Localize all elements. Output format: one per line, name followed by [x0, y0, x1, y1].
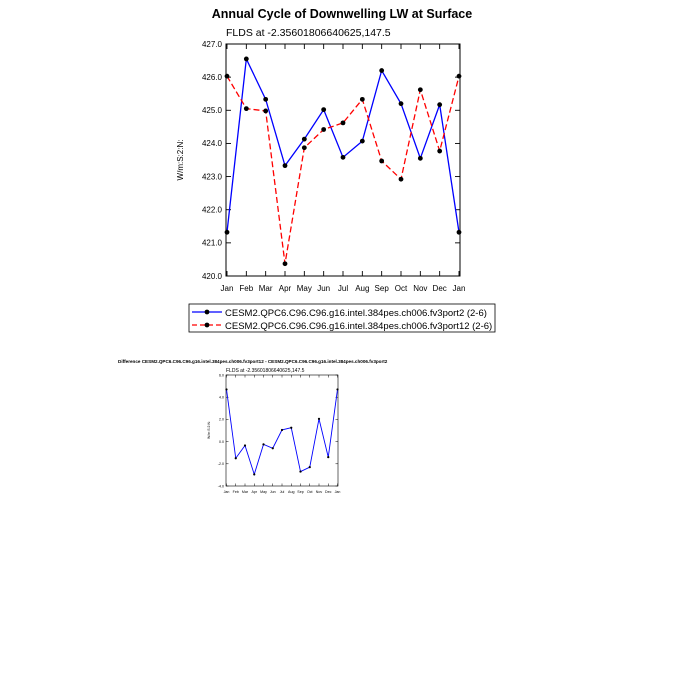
series-2-point: [244, 106, 249, 111]
series-line-1: [227, 389, 338, 474]
x-tick-label: Jul: [279, 490, 285, 494]
y-tick-label: 424.0: [201, 139, 222, 149]
series-1-point: [336, 388, 338, 390]
series-2-point: [418, 87, 423, 92]
x-tick-label: Oct: [306, 490, 313, 494]
difference-chart-title: Difference CESM2.QPC6.C96.C96.g16.intel.384pes.ch006.fv3port12 - CESM2.QPC6.C96.C96.g16.intel.384pes.ch006.fv3port2: [118, 359, 388, 364]
series-1-point: [309, 466, 311, 468]
x-tick-label: May: [260, 490, 267, 494]
x-tick-label: Dec: [432, 284, 447, 293]
x-tick-label: Jan: [223, 490, 230, 494]
series-1-point: [321, 107, 326, 112]
series-1-point: [283, 163, 288, 168]
series-1-point: [263, 97, 268, 102]
x-tick-label: Nov: [413, 284, 428, 293]
series-2-point: [360, 97, 365, 102]
x-tick-label: May: [296, 284, 312, 293]
y-tick-label: 4.0: [219, 395, 224, 400]
y-tick-label: -4.0: [217, 484, 224, 489]
series-1-point: [437, 102, 442, 107]
series-2-point: [341, 120, 346, 125]
series-2-point: [379, 159, 384, 164]
x-tick-label: Jan: [220, 284, 234, 293]
x-tick-label: Oct: [394, 284, 408, 293]
series-1-point: [327, 456, 329, 458]
x-tick-label: Aug: [288, 490, 295, 494]
y-tick-label: 423.0: [201, 172, 222, 182]
x-tick-label: Sep: [297, 490, 304, 494]
series-1-point: [290, 427, 292, 429]
series-1-point: [399, 101, 404, 106]
x-tick-label: Jun: [269, 490, 276, 494]
difference-chart-subtitle: FLDS at -2.35601806640625,147.5: [226, 368, 305, 374]
series-2-point: [437, 149, 442, 154]
x-tick-label: Nov: [315, 490, 323, 494]
series-2-point: [457, 74, 462, 79]
y-tick-label: 422.0: [201, 205, 222, 215]
x-tick-label: Jan: [334, 490, 341, 494]
x-tick-label: Dec: [325, 490, 332, 494]
y-tick-label: 0.0: [219, 439, 224, 444]
series-2-point: [321, 127, 326, 132]
series-1-point: [379, 68, 384, 73]
series-1-point: [272, 447, 274, 449]
series-1-point: [360, 139, 365, 144]
y-tick-label: 6.0: [219, 373, 224, 378]
series-1-point: [418, 156, 423, 161]
legend-entry-1: [192, 308, 487, 319]
series-1-point: [318, 418, 320, 420]
y-tick-label: 420.0: [201, 271, 222, 281]
legend-entry-2: [192, 321, 492, 332]
series-2-point: [225, 74, 230, 79]
x-tick-label: Apr: [251, 490, 258, 494]
legend-marker-2: [205, 323, 210, 328]
y-tick-label: -2.0: [217, 462, 224, 467]
y-tick-label: 2.0: [219, 417, 224, 422]
series-1-point: [262, 443, 264, 445]
x-tick-label: Mar: [258, 284, 273, 293]
main-chart-plot-frame: [226, 44, 460, 276]
series-1-point: [244, 444, 246, 446]
legend-label-2: CESM2.QPC6.C96.C96.g16.intel.384pes.ch006.fv3port12 (2-6): [225, 321, 493, 332]
main-chart-ylabel: W/m:S:2:N:: [176, 139, 185, 181]
series-1-point: [341, 155, 346, 160]
x-tick-label: Sep: [374, 284, 389, 293]
y-tick-label: 421.0: [201, 238, 222, 248]
series-1-point: [244, 57, 249, 62]
series-1-point: [281, 429, 283, 431]
series-2-point: [263, 109, 268, 114]
difference-chart-ylabel: W/m:S:2:N:: [207, 421, 211, 439]
main-chart-legend: [189, 304, 495, 332]
legend-label-1: CESM2.QPC6.C96.C96.g16.intel.384pes.ch006.fv3port2 (2-6): [225, 308, 487, 319]
x-tick-label: Feb: [239, 284, 254, 293]
main-chart-subtitle: FLDS at -2.35601806640625,147.5: [226, 27, 391, 39]
x-tick-label: Jul: [337, 284, 349, 293]
y-tick-label: 427.0: [201, 39, 222, 49]
series-1-point: [253, 473, 255, 475]
x-tick-label: Feb: [232, 490, 239, 494]
series-2-point: [399, 177, 404, 182]
series-line-2: [227, 76, 459, 264]
series-1-point: [457, 230, 462, 235]
x-tick-label: Mar: [241, 490, 249, 494]
main-chart-title: Annual Cycle of Downwelling LW at Surface: [211, 7, 473, 21]
main-chart: [176, 7, 495, 332]
difference-chart: [118, 359, 388, 494]
series-2-point: [302, 145, 307, 150]
x-tick-label: Apr: [278, 284, 292, 293]
x-tick-label: Jan: [452, 284, 466, 293]
series-1-point: [225, 388, 227, 390]
series-2-point: [283, 261, 288, 266]
series-1-point: [302, 137, 307, 142]
x-tick-label: Jun: [317, 284, 331, 293]
y-tick-label: 426.0: [201, 72, 222, 82]
legend-marker-1: [205, 310, 210, 315]
x-tick-label: Aug: [355, 284, 370, 293]
series-1-point: [299, 470, 301, 472]
y-tick-label: 425.0: [201, 106, 222, 116]
series-1-point: [235, 457, 237, 459]
series-1-point: [225, 230, 230, 235]
series-line-1: [227, 59, 459, 232]
